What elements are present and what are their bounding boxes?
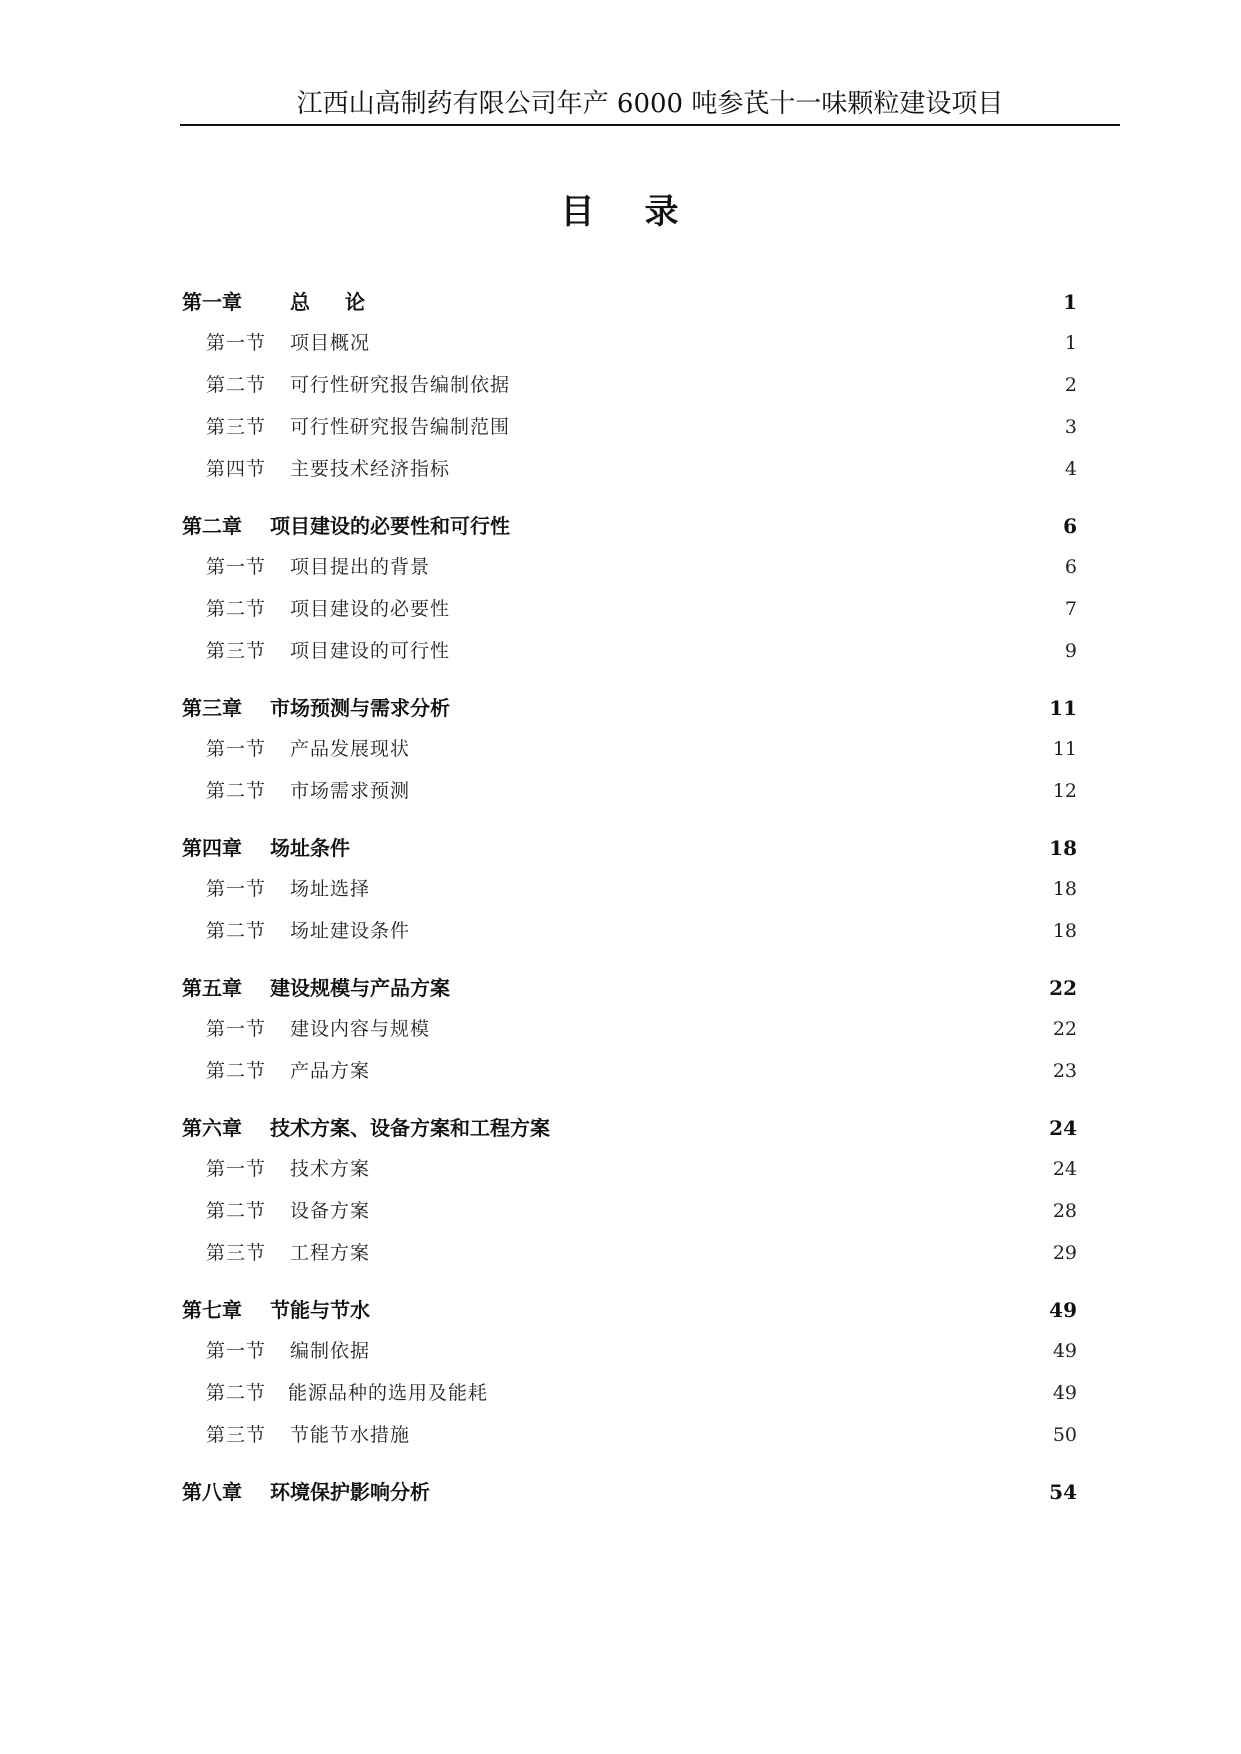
section-page-number: 7 bbox=[1064, 598, 1077, 620]
toc-section-entry[interactable] bbox=[182, 412, 1077, 454]
toc-chapter-entry[interactable] bbox=[182, 1294, 1077, 1324]
dot-leader bbox=[453, 993, 1046, 994]
dot-leader bbox=[453, 663, 1060, 664]
section-number: 第一节 bbox=[206, 1018, 267, 1040]
section-title: 项目建设的必要性 bbox=[290, 598, 451, 620]
toc-chapter-entry[interactable] bbox=[182, 286, 1077, 316]
toc-section-entry[interactable] bbox=[182, 776, 1077, 818]
toc-section-entry[interactable] bbox=[182, 1014, 1077, 1056]
chapter-title: 技术方案、设备方案和工程方案 bbox=[270, 1116, 550, 1140]
dot-leader bbox=[353, 853, 1046, 854]
toc-section-entry[interactable] bbox=[182, 1056, 1077, 1098]
section-title: 主要技术经济指标 bbox=[290, 458, 451, 480]
toc-section-entry[interactable] bbox=[182, 874, 1077, 916]
section-title: 技术方案 bbox=[290, 1158, 371, 1180]
section-number: 第二节 bbox=[206, 1200, 267, 1222]
section-title: 项目建设的可行性 bbox=[290, 640, 451, 662]
dot-leader bbox=[413, 943, 1050, 944]
dot-leader bbox=[513, 439, 1060, 440]
section-page-number: 29 bbox=[1052, 1242, 1077, 1264]
section-number: 第一节 bbox=[206, 332, 267, 354]
toc-chapter-entry[interactable] bbox=[182, 832, 1077, 862]
toc-section-entry[interactable] bbox=[182, 328, 1077, 370]
section-number: 第二节 bbox=[206, 780, 267, 802]
chapter-title: 场址条件 bbox=[270, 836, 350, 860]
chapter-page-number: 11 bbox=[1049, 696, 1077, 720]
chapter-number: 第八章 bbox=[182, 1480, 242, 1504]
section-title: 工程方案 bbox=[290, 1242, 371, 1264]
chapter-number: 第二章 bbox=[182, 514, 242, 538]
section-page-number: 18 bbox=[1052, 920, 1077, 942]
section-title: 设备方案 bbox=[290, 1200, 371, 1222]
dot-leader bbox=[413, 803, 1050, 804]
section-title: 编制依据 bbox=[290, 1340, 371, 1362]
dot-leader bbox=[491, 1405, 1050, 1406]
chapter-page-number: 54 bbox=[1049, 1480, 1077, 1504]
toc-section-entry[interactable] bbox=[182, 1378, 1077, 1420]
toc-section-entry[interactable] bbox=[182, 1196, 1077, 1238]
toc-chapter-entry[interactable] bbox=[182, 692, 1077, 722]
section-page-number: 6 bbox=[1064, 556, 1077, 578]
chapter-page-number: 6 bbox=[1063, 514, 1077, 538]
chapter-page-number: 49 bbox=[1049, 1298, 1077, 1322]
section-page-number: 50 bbox=[1052, 1424, 1077, 1446]
section-number: 第二节 bbox=[206, 598, 267, 620]
section-number: 第三节 bbox=[206, 1424, 267, 1446]
toc-chapter-entry[interactable] bbox=[182, 1476, 1077, 1506]
chapter-number: 第五章 bbox=[182, 976, 242, 1000]
section-title: 建设内容与规模 bbox=[290, 1018, 431, 1040]
chapter-page-number: 22 bbox=[1049, 976, 1077, 1000]
section-title: 项目提出的背景 bbox=[290, 556, 431, 578]
dot-leader bbox=[373, 355, 1060, 356]
chapter-number: 第一章 bbox=[182, 290, 242, 314]
section-page-number: 49 bbox=[1052, 1382, 1077, 1404]
dot-leader bbox=[373, 1265, 1050, 1266]
section-number: 第三节 bbox=[206, 640, 267, 662]
chapter-title: 总 论 bbox=[290, 290, 379, 314]
title-char-left: 目 bbox=[560, 192, 597, 232]
section-number: 第一节 bbox=[206, 1340, 267, 1362]
section-page-number: 49 bbox=[1052, 1340, 1077, 1362]
section-number: 第一节 bbox=[206, 1158, 267, 1180]
toc-section-entry[interactable] bbox=[182, 916, 1077, 958]
toc-section-entry[interactable] bbox=[182, 1420, 1077, 1462]
section-title: 场址建设条件 bbox=[290, 920, 411, 942]
section-page-number: 2 bbox=[1064, 374, 1077, 396]
dot-leader bbox=[373, 1363, 1050, 1364]
section-title: 项目概况 bbox=[290, 332, 371, 354]
table-of-contents bbox=[182, 272, 1077, 1518]
toc-section-entry[interactable] bbox=[182, 636, 1077, 678]
section-title: 节能节水措施 bbox=[290, 1424, 411, 1446]
dot-leader bbox=[453, 481, 1060, 482]
dot-leader bbox=[382, 307, 1060, 308]
section-number: 第三节 bbox=[206, 416, 267, 438]
dot-leader bbox=[513, 531, 1060, 532]
chapter-number: 第四章 bbox=[182, 836, 242, 860]
section-title: 产品方案 bbox=[290, 1060, 371, 1082]
section-title: 市场需求预测 bbox=[290, 780, 411, 802]
chapter-number: 第六章 bbox=[182, 1116, 242, 1140]
section-page-number: 12 bbox=[1052, 780, 1077, 802]
toc-section-entry[interactable] bbox=[182, 594, 1077, 636]
section-page-number: 1 bbox=[1064, 332, 1077, 354]
section-number: 第一节 bbox=[206, 556, 267, 578]
dot-leader bbox=[433, 1041, 1050, 1042]
dot-leader bbox=[413, 761, 1050, 762]
chapter-page-number: 18 bbox=[1049, 836, 1077, 860]
toc-section-entry[interactable] bbox=[182, 552, 1077, 594]
chapter-title: 项目建设的必要性和可行性 bbox=[270, 514, 510, 538]
section-number: 第二节 bbox=[206, 1382, 267, 1404]
dot-leader bbox=[373, 1315, 1046, 1316]
toc-chapter-entry[interactable] bbox=[182, 1112, 1077, 1142]
chapter-number: 第三章 bbox=[182, 696, 242, 720]
chapter-title: 建设规模与产品方案 bbox=[270, 976, 450, 1000]
section-title: 能源品种的选用及能耗 bbox=[288, 1382, 489, 1404]
dot-leader bbox=[433, 579, 1060, 580]
chapter-page-number: 1 bbox=[1063, 290, 1077, 314]
section-page-number: 11 bbox=[1052, 738, 1077, 760]
section-page-number: 3 bbox=[1064, 416, 1077, 438]
section-page-number: 22 bbox=[1052, 1018, 1077, 1040]
section-title: 场址选择 bbox=[290, 878, 371, 900]
section-number: 第二节 bbox=[206, 920, 267, 942]
dot-leader bbox=[453, 713, 1046, 714]
section-page-number: 24 bbox=[1052, 1158, 1077, 1180]
section-title: 可行性研究报告编制依据 bbox=[290, 374, 511, 396]
dot-leader bbox=[373, 901, 1050, 902]
section-number: 第二节 bbox=[206, 374, 267, 396]
dot-leader bbox=[373, 1181, 1050, 1182]
section-page-number: 28 bbox=[1052, 1200, 1077, 1222]
section-page-number: 4 bbox=[1064, 458, 1077, 480]
dot-leader bbox=[433, 1497, 1046, 1498]
chapter-page-number: 24 bbox=[1049, 1116, 1077, 1140]
toc-section-entry[interactable] bbox=[182, 1336, 1077, 1378]
title-char-right: 录 bbox=[644, 192, 681, 232]
chapter-number: 第七章 bbox=[182, 1298, 242, 1322]
dot-leader bbox=[373, 1083, 1050, 1084]
dot-leader bbox=[453, 621, 1060, 622]
section-title: 可行性研究报告编制范围 bbox=[290, 416, 511, 438]
toc-section-entry[interactable] bbox=[182, 734, 1077, 776]
header-text: 江西山高制药有限公司年产 6000 吨参芪十一味颗粒建设项目 bbox=[296, 89, 1004, 119]
dot-leader bbox=[513, 397, 1060, 398]
dot-leader bbox=[413, 1447, 1050, 1448]
toc-section-entry[interactable] bbox=[182, 454, 1077, 496]
chapter-title: 环境保护影响分析 bbox=[270, 1480, 430, 1504]
section-number: 第三节 bbox=[206, 1242, 267, 1264]
toc-section-entry[interactable] bbox=[182, 370, 1077, 412]
section-number: 第四节 bbox=[206, 458, 267, 480]
toc-chapter-entry[interactable] bbox=[182, 972, 1077, 1002]
section-number: 第二节 bbox=[206, 1060, 267, 1082]
dot-leader bbox=[553, 1133, 1046, 1134]
toc-chapter-entry[interactable] bbox=[182, 510, 1077, 540]
toc-section-entry[interactable] bbox=[182, 1238, 1077, 1280]
chapter-title: 市场预测与需求分析 bbox=[270, 696, 450, 720]
toc-section-entry[interactable] bbox=[182, 1154, 1077, 1196]
page-title bbox=[0, 188, 1241, 236]
section-page-number: 23 bbox=[1052, 1060, 1077, 1082]
section-number: 第一节 bbox=[206, 738, 267, 760]
section-page-number: 9 bbox=[1064, 640, 1077, 662]
section-number: 第一节 bbox=[206, 878, 267, 900]
section-title: 产品发展现状 bbox=[290, 738, 411, 760]
dot-leader bbox=[373, 1223, 1050, 1224]
chapter-title: 节能与节水 bbox=[270, 1298, 370, 1322]
running-header bbox=[180, 84, 1120, 126]
section-page-number: 18 bbox=[1052, 878, 1077, 900]
